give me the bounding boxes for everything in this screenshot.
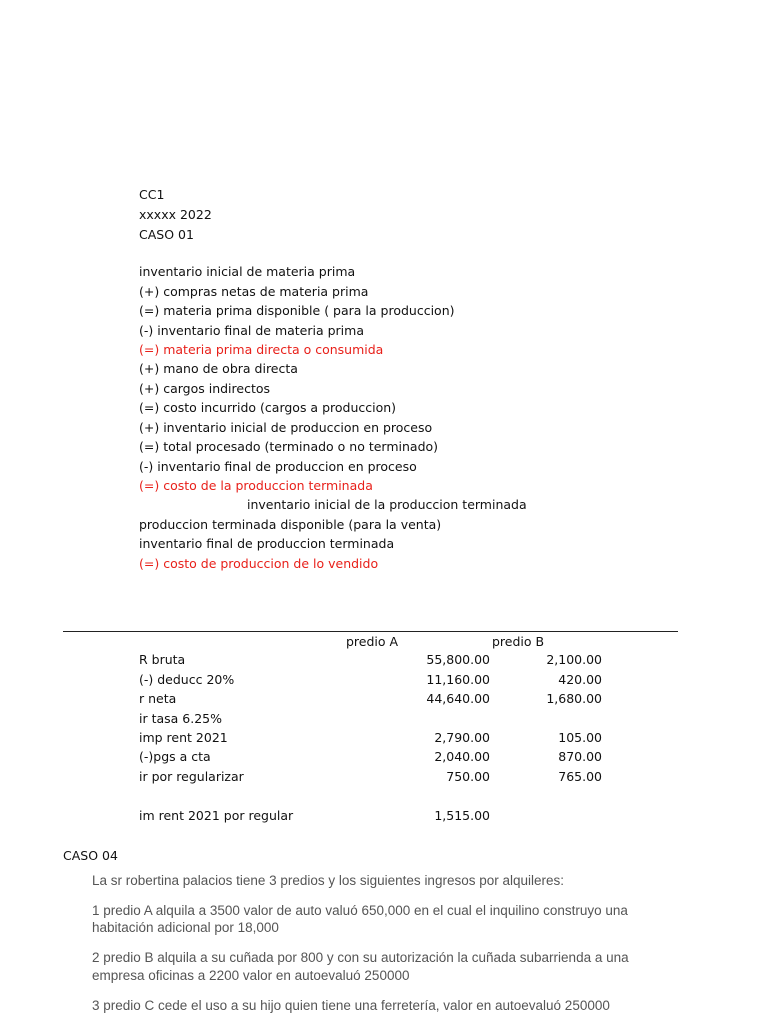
doc-date: xxxxx 2022	[139, 207, 212, 222]
row-label: ir por regularizar	[139, 769, 244, 784]
row-label: imp rent 2021	[139, 730, 228, 745]
doc-code: CC1	[139, 187, 165, 202]
step-line: inventario final de produccion terminada	[139, 536, 395, 551]
cell-a: 11,160.00	[426, 672, 490, 687]
step-line: (-) inventario final de materia prima	[139, 323, 364, 338]
row-label: r neta	[139, 691, 177, 706]
row-label: (-)pgs a cta	[139, 749, 211, 764]
case-04-item-1-cont: habitación adicional por 18,000	[92, 920, 279, 935]
cell-b: 420.00	[558, 672, 602, 687]
cell-b: 105.00	[558, 730, 602, 745]
case-04-title: CASO 04	[63, 848, 118, 863]
step-line: (=) costo incurrido (cargos a produccion)	[139, 400, 397, 415]
case-04-item-3: 3 predio C cede el uso a su hijo quien tiene una ferretería, valor en autoevaluó 250000	[92, 998, 610, 1013]
row-label: (-) deducc 20%	[139, 672, 235, 687]
cell-b: 765.00	[558, 769, 602, 784]
step-line-highlight: (=) materia prima directa o consumida	[139, 342, 384, 357]
step-line: (=) materia prima disponible ( para la produccion)	[139, 303, 455, 318]
cell-a: 750.00	[446, 769, 490, 784]
step-line: (+) compras netas de materia prima	[139, 284, 369, 299]
table-divider	[63, 631, 678, 632]
step-line-highlight: (=) costo de la produccion terminada	[139, 478, 373, 493]
cell-b: 1,680.00	[546, 691, 602, 706]
cell-b: 2,100.00	[546, 652, 602, 667]
total-label: im rent 2021 por regular	[139, 808, 294, 823]
total-value: 1,515.00	[434, 808, 490, 823]
cell-a: 55,800.00	[426, 652, 490, 667]
case-04-item-2-cont: empresa oficinas a 2200 valor en autoevaluó 250000	[92, 968, 410, 983]
cell-a: 2,040.00	[434, 749, 490, 764]
step-line-highlight: (=) costo de produccion de lo vendido	[139, 556, 379, 571]
step-line: (+) cargos indirectos	[139, 381, 271, 396]
row-label: R bruta	[139, 652, 186, 667]
column-header-b: predio B	[492, 634, 545, 649]
cell-a: 44,640.00	[426, 691, 490, 706]
case-04-intro: La sr robertina palacios tiene 3 predios y los siguientes ingresos por alquileres:	[92, 873, 565, 888]
column-header-a: predio A	[346, 634, 399, 649]
step-line: (+) inventario inicial de produccion en proceso	[139, 420, 433, 435]
case-04-item-1: 1 predio A alquila a 3500 valor de auto valuó 650,000 en el cual el inquilino construyo una	[92, 903, 628, 918]
case-01-title: CASO 01	[139, 227, 194, 242]
case-04-item-2: 2 predio B alquila a su cuñada por 800 y con su autorización la cuñada subarrienda a una	[92, 950, 629, 965]
cell-b: 870.00	[558, 749, 602, 764]
step-line-indented: inventario inicial de la produccion terminada	[247, 497, 527, 512]
step-line: (-) inventario final de produccion en proceso	[139, 459, 417, 474]
step-line: (=) total procesado (terminado o no terminado)	[139, 439, 439, 454]
step-line: inventario inicial de materia prima	[139, 264, 356, 279]
step-line: (+) mano de obra directa	[139, 361, 298, 376]
cell-a: 2,790.00	[434, 730, 490, 745]
row-label: ir tasa 6.25%	[139, 711, 223, 726]
step-line: produccion terminada disponible (para la venta)	[139, 517, 442, 532]
